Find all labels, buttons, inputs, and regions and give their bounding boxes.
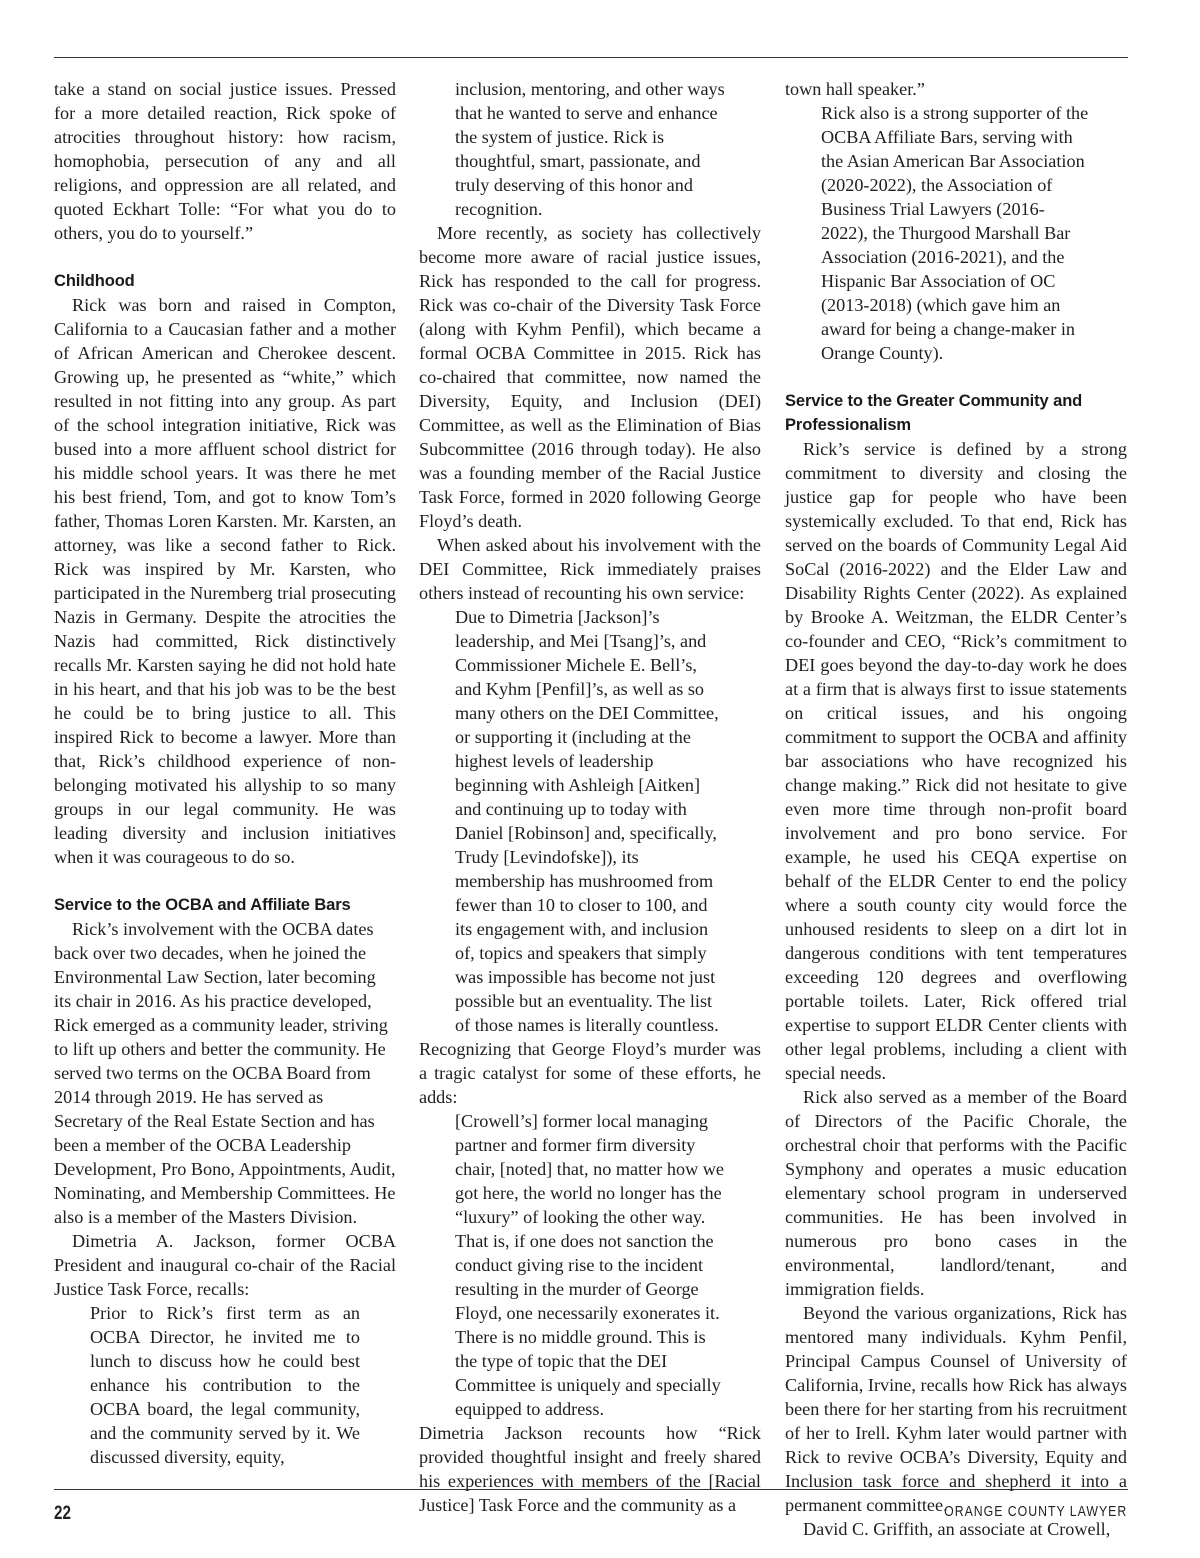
top-rule [54,57,1128,58]
column-middle [419,77,761,1517]
heading-service-ocba: Service to the OCBA and Affiliate Bars [54,896,351,914]
heading-childhood: Childhood [54,272,135,290]
paragraph-intro: take a stand on social justice issues. Pressed for a more detailed reaction, Rick spoke of atrocities throughout history: how racism, homophobia, persecution of any and all religions, and oppression are all related, and quoted Eckhart Tolle: “For what you do to others, you do to yourself.” [54,79,396,243]
paragraph-beyond: Beyond the various organizations, Rick has mentored many individuals. Kyhm Penfil, Principal Campus Counsel of University of California, Irvine, recalls how Rick has always been there for her starting from his recruitment of her to Irell. Kyhm later would partner with Rick to revive OCBA’s Diversity, Equity and Inclusion task force and shepherd it into a permanent committee. [785,1303,1127,1515]
paragraph-defined: Rick’s service is defined by a strong commitment to diversity and closing the justice gap for people who have been systemically excluded. To that end, Rick has served on the boards of Community Legal Aid SoCal (2016-2022) and the Elder Law and Disability Rights Center (2022). As explained by Brooke A. Weitzman, the ELDR Center’s co-founder and CEO, “Rick’s commitment to DEI goes beyond the day-to-day work he does at a firm that is always first to issue statements on critical issues, and his ongoing commitment to support the OCBA and affinity bar associations who have recognized his change making.” Rick did not hesitate to give even more time through non-profit board involvement and pro bono service. For example, he used his CEQA expertise on behalf of the ELDR Center to end the policy where a south county city would force the unhoused residents to sleep on a dirt lot in dangerous conditions with tent temperatures exceeding 120 degrees and overflowing portable toilets. Later, Rick offered trial expertise to support ELDR Center clients with other legal problems, including a client with special needs. [785,439,1127,1083]
paragraph-chorale: Rick also served as a member of the Board of Directors of the Pacific Chorale, the orchestral choir that performs with the Pacific Symphony and operates a music education elementary school program in underserved communities. He has been involved in numerous pro bono cases in the environmental, landlord/tenant, and immigration fields. [785,1087,1127,1299]
paragraph-childhood: Rick was born and raised in Compton, California to a Caucasian father and a mother of African American and Cherokee descent. Growing up, he presented as “white,” which resulted in not fitting into any group. As part of the school integration initiative, Rick was bused into a more affluent school district for his middle school years. It was there he met his best friend, Tom, and got to know Tom’s father, Thomas Loren Karsten. Mr. Karsten, an attorney, was like a second father to Rick. Rick was inspired by Mr. Karsten, who participated in the Nuremberg trial prosecuting Nazis in Germany. Despite the atrocities the Nazis had committed, Rick distinctively recalls Mr. Karsten saying he did not hold hate in his heart, and that his job was to be the best he could be to bring justice to all. This inspired Rick to become a lawyer. More than that, Rick’s childhood experience of non-belonging motivated his allyship to so many groups in our legal community. He was leading diversity and inclusion initiatives when it was courageous to do so. [54,295,396,867]
block-quote-jackson: Prior to Rick’s first term as an OCBA Director, he invited me to lunch to discuss how he could best enhance his contribution to the OCBA board, the legal community, and the community served by it. We discussed diversity, equity, [90,1303,360,1467]
page-number: 22 [54,1503,71,1524]
bottom-rule [54,1489,1128,1490]
paragraph-service-ocba: Rick’s involvement with the OCBA dates back over two decades, when he joined the Environmental Law Section, later becoming its chair in 2016. As his practice developed, Rick emerged as a community leader, striving to lift up others and better the community. He served two terms on the OCBA Board from 2014 through 2019. He has served as Secretary of the Real Estate Section and has been a member of the OCBA Leadership Development, Pro Bono, Appointments, Audit, Nominating, and Membership Committees. He also is a member of the Masters Division. [54,919,396,1227]
paragraph-townhall: town hall speaker.” [785,79,925,99]
block-quote-affiliate: Rick also is a strong supporter of the OCBA Affiliate Bars, serving with the Asian American Bar Association (2020-2022), the Association of Business Trial Lawyers (2016-2022), the Thurgood Marshall Bar Association (2016-2021), and the Hispanic Bar Association of OC (2013-2018) (which gave him an award for being a change-maker in Orange County). [821,103,1089,363]
spacer [54,869,396,893]
paragraph-jackson-intro: Dimetria A. Jackson, former OCBA President and inaugural co-chair of the Racial Justice Task Force, recalls: [54,1231,396,1299]
column-left [54,77,396,1469]
spacer [54,245,396,269]
block-quote-jackson-continued: inclusion, mentoring, and other ways that he wanted to serve and enhance the system of justice. Rick is thoughtful, smart, passionate, and truly deserving of this honor and recognition. [455,79,725,219]
publication-name: ORANGE COUNTY LAWYER [943,1503,1127,1520]
block-quote-crowell: [Crowell’s] former local managing partner and former firm diversity chair, [noted] that, no matter how we got here, the world no longer has the “luxury” of looking the other way. That is, if one does not sanction the conduct giving rise to the incident resulting in the murder of George Floyd, one necessarily exonerates it. There is no middle ground. This is the type of topic that the DEI Committee is uniquely and specially equipped to address. [455,1111,724,1419]
column-right [785,77,1127,1541]
paragraph-griffith: David C. Griffith, an associate at Crowell, [803,1519,1111,1539]
paragraph-asked: When asked about his involvement with the DEI Committee, Rick immediately praises others instead of recounting his own service: [419,535,761,603]
spacer [785,365,1127,389]
paragraph-floyd: Recognizing that George Floyd’s murder was a tragic catalyst for some of these efforts, he adds: [419,1039,761,1107]
block-quote-rick: Due to Dimetria [Jackson]’s leadership, and Mei [Tsang]’s, and Commissioner Michele E. Bell’s, and Kyhm [Penfil]’s, as well as so many others on the DEI Committee, or supporting it (including at the highest levels of leadership beginning with Ashleigh [Aitken] and continuing up to today with Daniel [Robinson] and, specifically, Trudy [Levindofske]), its membership has mushroomed from fewer than 10 to closer to 100, and its engagement with, and inclusion of, topics and speakers that simply was impossible has become not just possible but an eventuality. The list of those names is literally countless. [455,607,719,1035]
paragraph-recent: More recently, as society has collectively become more aware of racial justice issues, Rick has responded to the call for progress. Rick was co-chair of the Diversity Task Force (along with Kyhm Penfil), which became a formal OCBA Committee in 2015. Rick has co-chaired that committee, now named the Diversity, Equity, and Inclusion (DEI) Committee, as well as the Elimination of Bias Subcommittee (2016 through today). He also was a founding member of the Racial Justice Task Force, formed in 2020 following George Floyd’s death. [419,223,761,531]
paragraph-recounts: Dimetria Jackson recounts how “Rick provided thoughtful insight and freely shared his experiences with members of the [Racial Justice] Task Force and the community as a [419,1423,761,1515]
heading-greater-community: Service to the Greater Community and Professionalism [785,392,1083,434]
